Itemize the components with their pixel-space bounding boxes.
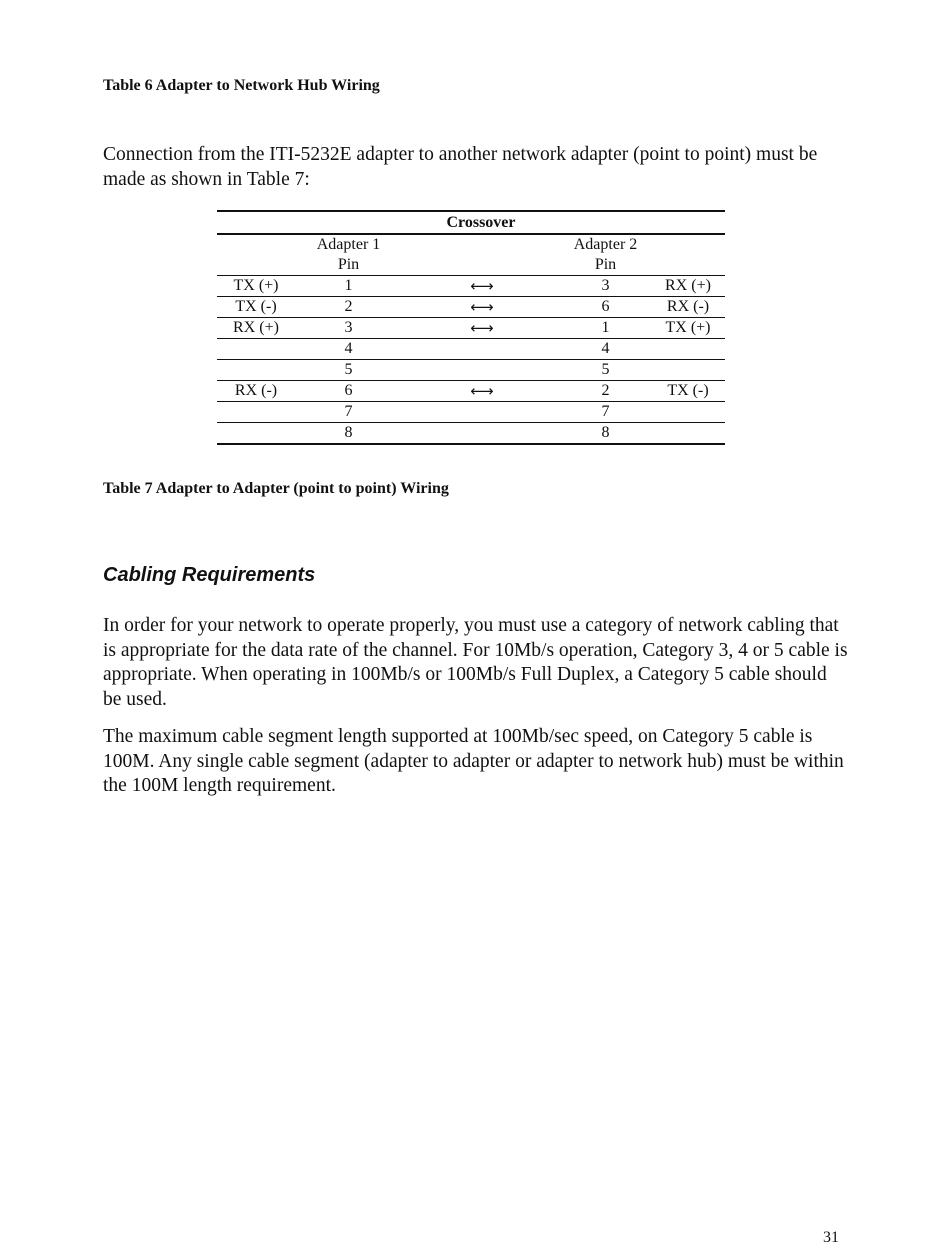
adapter1-pin: 7 (295, 402, 402, 423)
crossover-arrow: ←→ (402, 297, 560, 318)
adapter2-pin: 2 (560, 381, 651, 402)
crossover-arrow: ←→ (402, 318, 560, 339)
requirements-paragraph-2: The maximum cable segment length supported at 100Mb/sec speed, on Category 5 cable is 100M. Any single cable segment (adapter to adapter or adapter to network hub) must be within the 100M length requirement. (103, 726, 844, 796)
adapter2-pin: 5 (560, 360, 651, 381)
adapter1-signal (217, 339, 295, 360)
adapter1-header (295, 234, 402, 276)
crossover-arrow (402, 402, 560, 423)
adapter2-signal (651, 339, 725, 360)
table7-caption: Table 7 Adapter to Adapter (point to point) Wiring (103, 480, 449, 497)
table-header-row (217, 234, 725, 276)
adapter2-signal (651, 360, 725, 381)
adapter2-label: Adapter 2 (573, 236, 638, 253)
adapter1-pin: 5 (295, 360, 402, 381)
table-row (217, 297, 725, 318)
adapter2-signal (651, 402, 725, 423)
adapter2-signal: RX (+) (651, 276, 725, 297)
page-number: 31 (823, 1229, 839, 1246)
adapter2-pin: 1 (560, 318, 651, 339)
adapter1-pin: 1 (295, 276, 402, 297)
adapter2-pin-label: Pin (594, 256, 617, 273)
crossover-table (217, 210, 725, 445)
table-row (217, 402, 725, 423)
table6-caption: Table 6 Adapter to Network Hub Wiring (103, 77, 380, 94)
table-title-row (217, 211, 725, 234)
adapter1-signal: TX (-) (217, 297, 295, 318)
table-row (217, 276, 725, 297)
table-row (217, 381, 725, 402)
table-title: Crossover (402, 211, 560, 234)
adapter2-signal: TX (-) (651, 381, 725, 402)
crossover-arrow (402, 423, 560, 445)
adapter1-pin: 4 (295, 339, 402, 360)
adapter2-pin: 7 (560, 402, 651, 423)
crossover-arrow (402, 360, 560, 381)
adapter1-pin: 8 (295, 423, 402, 445)
table-row (217, 318, 725, 339)
adapter2-pin: 3 (560, 276, 651, 297)
table-row (217, 423, 725, 445)
adapter1-signal (217, 360, 295, 381)
crossover-arrow: ←→ (402, 381, 560, 402)
adapter2-header (560, 234, 651, 276)
adapter1-signal (217, 402, 295, 423)
adapter2-signal: RX (-) (651, 297, 725, 318)
adapter1-label: Adapter 1 (316, 236, 381, 253)
table-row (217, 339, 725, 360)
adapter1-signal: RX (+) (217, 318, 295, 339)
adapter1-signal (217, 423, 295, 445)
adapter2-pin: 8 (560, 423, 651, 445)
adapter1-pin: 3 (295, 318, 402, 339)
adapter1-pin: 6 (295, 381, 402, 402)
crossover-arrow: ←→ (402, 276, 560, 297)
adapter2-pin: 6 (560, 297, 651, 318)
requirements-paragraph-1: In order for your network to operate properly, you must use a category of network cabling that is appropriate for the data rate of the channel. For 10Mb/s operation, Category 3, 4 or 5 cable is appropriate. When operating in 100Mb/s or 100Mb/s Full Duplex, a Category 5 cable should be used. (103, 615, 848, 710)
section-heading: Cabling Requirements (103, 564, 316, 586)
adapter2-signal (651, 423, 725, 445)
adapter1-pin: 2 (295, 297, 402, 318)
crossover-arrow (402, 339, 560, 360)
adapter1-signal: TX (+) (217, 276, 295, 297)
adapter1-pin-label: Pin (337, 256, 360, 273)
adapter1-signal: RX (-) (217, 381, 295, 402)
intro-paragraph: Connection from the ITI-5232E adapter to another network adapter (point to point) must be made as shown in Table 7: (103, 144, 818, 190)
adapter2-pin: 4 (560, 339, 651, 360)
table-row (217, 360, 725, 381)
adapter2-signal: TX (+) (651, 318, 725, 339)
